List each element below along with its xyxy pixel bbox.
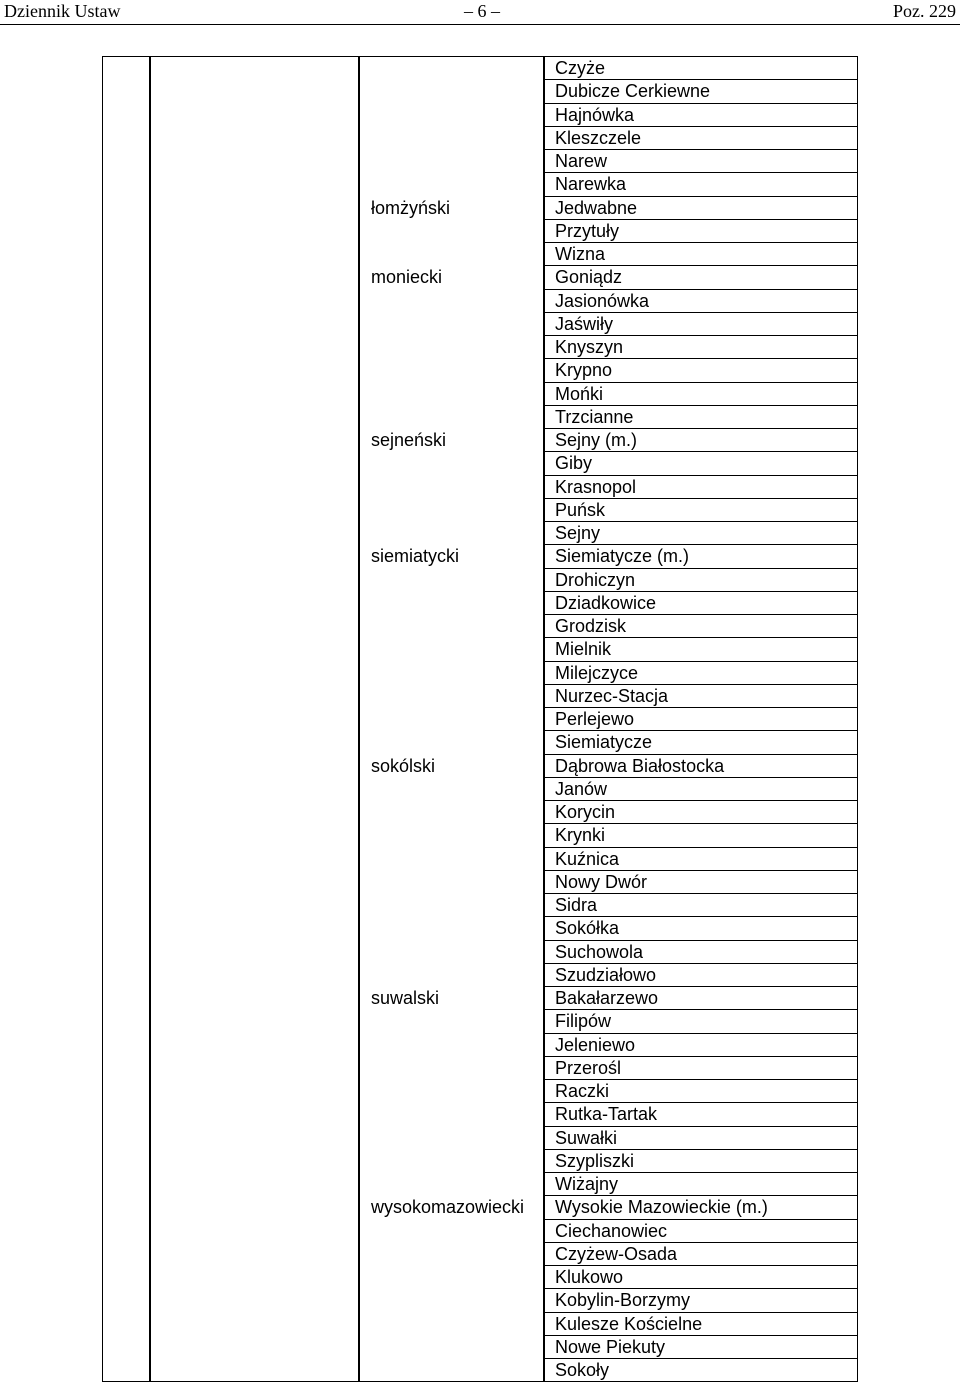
gmina-row: Czyżew-Osada xyxy=(545,1243,857,1266)
gmina-row: Kuźnica xyxy=(545,848,857,871)
page-number: – 6 – xyxy=(464,1,500,21)
powiat-label: suwalski xyxy=(371,988,440,1008)
gmina-row: Jedwabne xyxy=(545,197,857,220)
gmina-row: Kobylin-Borzymy xyxy=(545,1289,857,1312)
gmina-row: Krypno xyxy=(545,359,857,382)
gmina-row: Szudziałowo xyxy=(545,964,857,987)
gmina-row: Drohiczyn xyxy=(545,569,857,592)
gmina-row: Nurzec-Stacja xyxy=(545,685,857,708)
powiat-column xyxy=(361,57,541,1381)
position-number: Poz. 229 xyxy=(893,1,956,21)
gmina-row: Siemiatycze xyxy=(545,731,857,754)
gmina-row: Goniądz xyxy=(545,266,857,289)
gmina-row: Jasionówka xyxy=(545,290,857,313)
gmina-row: Dubicze Cerkiewne xyxy=(545,80,857,103)
column-divider-1 xyxy=(149,57,151,1381)
gmina-row: Dąbrowa Białostocka xyxy=(545,755,857,778)
gmina-row: Wysokie Mazowieckie (m.) xyxy=(545,1196,857,1219)
gmina-row: Rutka-Tartak xyxy=(545,1103,857,1126)
gmina-row: Przerośl xyxy=(545,1057,857,1080)
gmina-row: Mielnik xyxy=(545,638,857,661)
gmina-row: Nowy Dwór xyxy=(545,871,857,894)
gmina-row: Dziadkowice xyxy=(545,592,857,615)
gmina-row: Czyże xyxy=(545,57,857,80)
gmina-row: Kleszczele xyxy=(545,127,857,150)
gmina-row: Przytuły xyxy=(545,220,857,243)
gmina-row: Klukowo xyxy=(545,1266,857,1289)
powiat-label: moniecki xyxy=(371,267,443,288)
gmina-row: Giby xyxy=(545,452,857,475)
powiat-label: siemiatycki xyxy=(371,546,460,567)
page-header xyxy=(0,0,960,22)
header-rule xyxy=(0,24,960,25)
gmina-row: Hajnówka xyxy=(545,104,857,127)
gmina-row: Trzcianne xyxy=(545,406,857,429)
gmina-row: Filipów xyxy=(545,1010,857,1033)
gmina-row: Jeleniewo xyxy=(545,1034,857,1057)
gmina-row: Krasnopol xyxy=(545,476,857,499)
journal-title: Dziennik Ustaw xyxy=(4,1,121,21)
gmina-row: Ciechanowiec xyxy=(545,1220,857,1243)
administrative-units-table xyxy=(102,56,858,1382)
gmina-row: Siemiatycze (m.) xyxy=(545,545,857,568)
gmina-row: Perlejewo xyxy=(545,708,857,731)
gmina-row: Krynki xyxy=(545,824,857,847)
powiat-label: sokólski xyxy=(371,755,436,776)
gmina-row: Narew xyxy=(545,150,857,173)
gmina-row: Sokółka xyxy=(545,917,857,940)
powiat-label: sejneński xyxy=(371,430,447,450)
gmina-row: Kulesze Kościelne xyxy=(545,1313,857,1336)
gmina-row: Suchowola xyxy=(545,941,857,964)
gmina-row: Sejny xyxy=(545,522,857,545)
powiat-label: łomżyński xyxy=(371,197,451,218)
gmina-row: Sejny (m.) xyxy=(545,429,857,452)
gmina-row: Wiżajny xyxy=(545,1173,857,1196)
gmina-row: Janów xyxy=(545,778,857,801)
gmina-column xyxy=(545,57,857,1382)
gmina-row: Korycin xyxy=(545,801,857,824)
gmina-row: Mońki xyxy=(545,383,857,406)
gmina-row: Jaświły xyxy=(545,313,857,336)
gmina-row: Suwałki xyxy=(545,1127,857,1150)
gmina-row: Narewka xyxy=(545,173,857,196)
gmina-row: Sidra xyxy=(545,894,857,917)
gmina-row: Bakałarzewo xyxy=(545,987,857,1010)
gmina-row: Puńsk xyxy=(545,499,857,522)
gmina-row: Knyszyn xyxy=(545,336,857,359)
gmina-row: Wizna xyxy=(545,243,857,266)
gmina-row: Milejczyce xyxy=(545,662,857,685)
gmina-row: Szypliszki xyxy=(545,1150,857,1173)
gmina-row: Raczki xyxy=(545,1080,857,1103)
powiat-label: wysokomazowiecki xyxy=(371,1197,525,1218)
gmina-row: Sokoły xyxy=(555,1360,610,1380)
column-divider-2 xyxy=(358,57,360,1381)
gmina-row: Nowe Piekuty xyxy=(545,1336,857,1359)
gmina-row: Grodzisk xyxy=(545,615,857,638)
